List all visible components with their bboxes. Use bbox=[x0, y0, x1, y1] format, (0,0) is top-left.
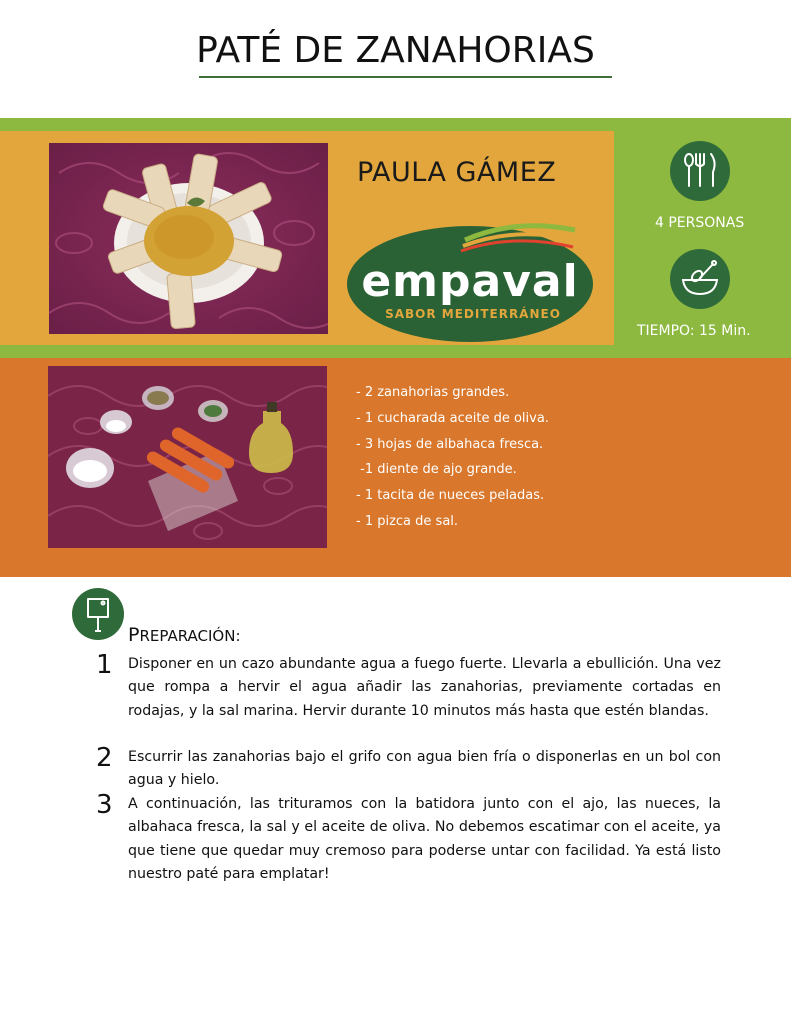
cleaver-icon bbox=[71, 587, 125, 641]
cutlery-icon bbox=[669, 140, 731, 202]
step-number: 2 bbox=[96, 743, 113, 773]
ingredient-list bbox=[356, 380, 549, 535]
ingredients-photo bbox=[48, 366, 327, 548]
brand-tagline: SABOR MEDITERRÁNEO bbox=[385, 307, 561, 321]
step-text: A continuación, las trituramos con la batidora junto con el ajo, las nueces, la albahaca fresca, la sal y el aceite de oliva. No debemos escatimar con el aceite, ya que tiene que quedar muy cremoso para poderse untar con facilidad. Ya está listo nuestro paté para emplatar! bbox=[128, 796, 721, 882]
recipe-title: PATÉ DE ZANAHORIAS bbox=[196, 30, 595, 71]
brand-name: empaval bbox=[361, 256, 579, 307]
ingredient-item: -1 diente de ajo grande. bbox=[356, 462, 517, 478]
preparation-heading-rest: REPARACIÓN: bbox=[139, 627, 241, 645]
author-name: PAULA GÁMEZ bbox=[357, 157, 557, 188]
title-underline bbox=[199, 76, 612, 78]
whisk-bowl-icon bbox=[669, 248, 731, 310]
step-text: Escurrir las zanahorias bajo el grifo con agua bien fría o disponerlas en un bol con agua y hielo. bbox=[128, 749, 721, 789]
preparation-heading-initial: P bbox=[128, 624, 140, 646]
step-number: 1 bbox=[96, 650, 113, 680]
time-label: TIEMPO: 15 Min. bbox=[637, 323, 751, 339]
step-number: 3 bbox=[96, 790, 113, 820]
dish-photo bbox=[49, 143, 328, 334]
ingredient-item: - 1 pizca de sal. bbox=[356, 513, 459, 529]
ingredient-item: - 3 hojas de albahaca fresca. bbox=[356, 436, 544, 452]
ingredient-item: - 2 zanahorias grandes. bbox=[356, 385, 510, 400]
step-text: Disponer en un cazo abundante agua a fuego fuerte. Llevarla a ebullición. Una vez que rompa a hervir el agua añadir las zanahorias, previamente cortadas en rodajas, y la sal marina. Hervir durante 10 minutos más hasta que estén blandas. bbox=[128, 656, 721, 719]
ingredient-item: - 1 tacita de nueces peladas. bbox=[356, 488, 545, 504]
ingredient-item: - 1 cucharada aceite de oliva. bbox=[356, 410, 549, 426]
preparation-heading bbox=[128, 624, 241, 646]
servings-label: 4 PERSONAS bbox=[655, 215, 745, 231]
empaval-logo bbox=[345, 218, 595, 344]
